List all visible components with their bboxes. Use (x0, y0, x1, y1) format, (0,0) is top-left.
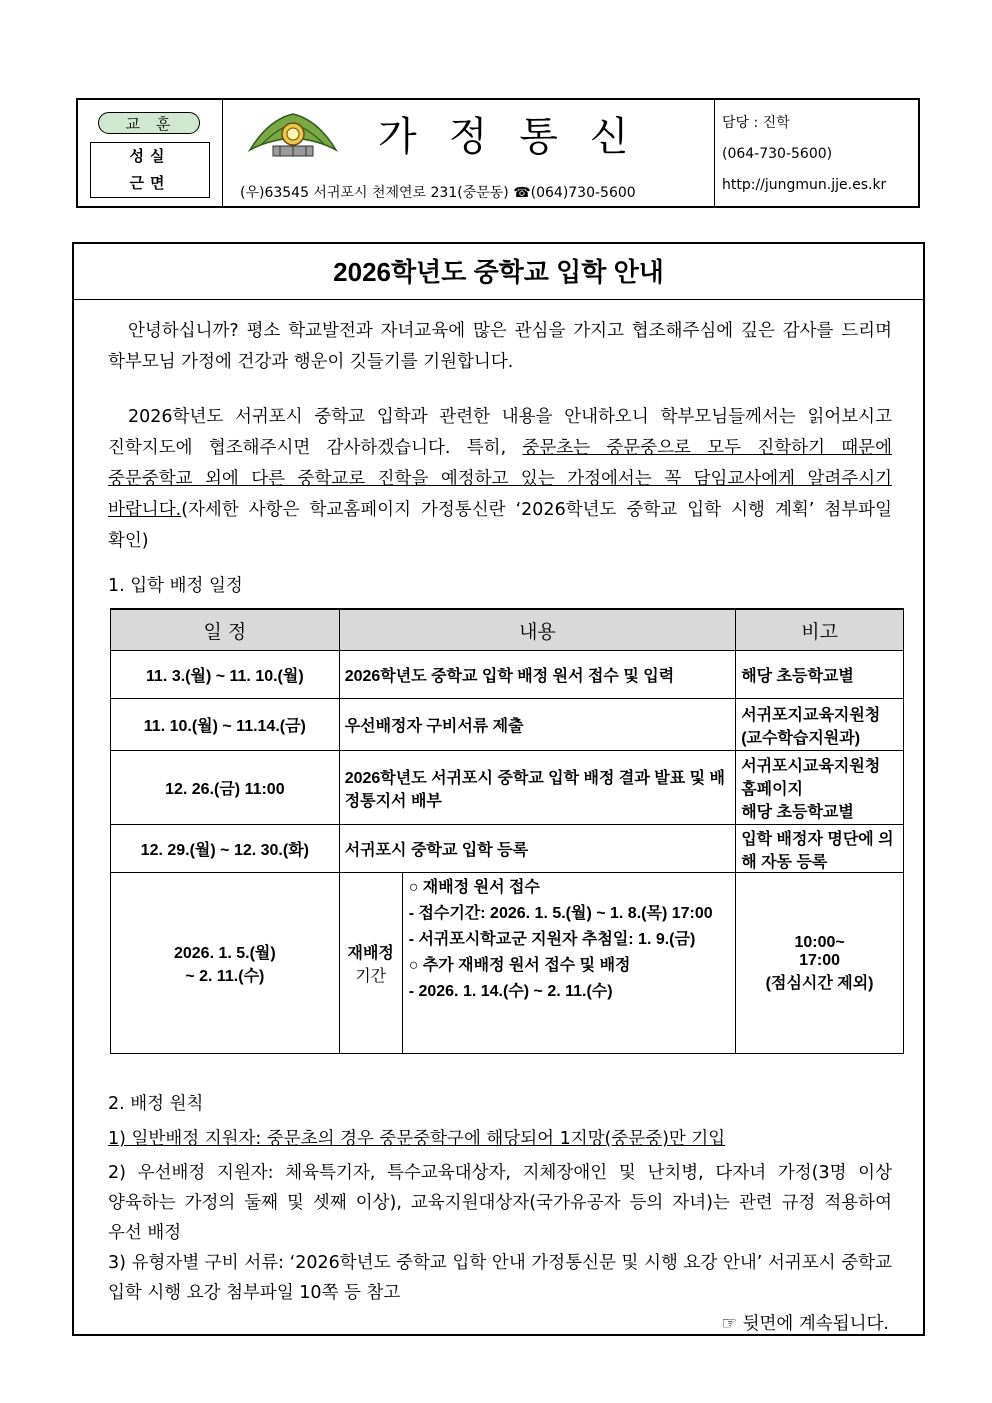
continued-note: ☞ 뒷면에 계속됩니다. (721, 1314, 889, 1334)
row-content: 2026학년도 서귀포시 중학교 입학 배정 결과 발표 및 배정통지서 배부 (339, 751, 736, 825)
divider (714, 100, 715, 206)
row-content: 우선배정자 구비서류 제출 (339, 699, 736, 751)
row-date: 11. 3.(월) ~ 11. 10.(월) (111, 651, 340, 699)
row-note-line: 서귀포시교육지원청 (741, 758, 881, 775)
detail-item: - 2026. 1. 14.(수) ~ 2. 11.(수) (408, 983, 613, 1000)
principle-1 (108, 1124, 892, 1154)
guidance-paragraph (108, 402, 892, 557)
table-row (111, 699, 904, 751)
school-emblem-icon (248, 110, 338, 160)
row-note (736, 751, 904, 825)
row-note-line: 해당 초등학교별 (741, 804, 854, 821)
motto-box (90, 142, 210, 198)
row-content (339, 873, 736, 1054)
detail-item: - 서귀포시학교군 지원자 추첨일: 1. 9.(금) (408, 931, 696, 948)
row-date: 12. 26.(금) 11:00 (111, 751, 340, 825)
row-date: 12. 29.(월) ~ 12. 30.(화) (111, 825, 340, 873)
column-header-note: 비고 (736, 609, 904, 651)
contact-person: 담당 : 진학 (722, 115, 790, 131)
detail-item: ○ 재배정 원서 접수 (408, 879, 540, 896)
contact-info (722, 108, 886, 201)
principle-2: 2) 우선배정 지원자: 체육특기자, 특수교육대상자, 지체장애인 및 난치병, 다자녀 가정(3명 이상 양육하는 가정의 둘째 및 셋째 이상), 교육지원대상자(국가유공자 등의 자녀)는 관련 규정 적용하여 우선 배정 (108, 1163, 892, 1243)
row-note-line: (점심시간 제외) (765, 974, 874, 992)
contact-phone: (064-730-5600) (722, 146, 833, 162)
guidance-emphasis: 중문초는 중문중으로 모두 진학하기 때문에 중문중학교 외에 다른 중학교로 진학을 예정하고 있는 가정에서는 꼭 담임교사에게 알려주시기 바랍니다. (108, 438, 892, 520)
row-date-line: ~ 2. 11.(수) (185, 968, 265, 985)
greeting-paragraph (108, 316, 892, 378)
motto-line-2: 근면 (129, 174, 171, 192)
row-note: 서귀포지교육지원청 (교수학습지원과) (736, 699, 904, 751)
row-note-line: 홈페이지 (741, 781, 804, 798)
row-date-line: 2026. 1. 5.(월) (173, 945, 276, 962)
row-note-line: 10:00~ (794, 933, 845, 951)
motto-label: 교훈 (98, 112, 200, 134)
detail-item: ○ 추가 재배정 원서 접수 및 배정 (408, 957, 631, 974)
notice-body (72, 242, 925, 1336)
column-header-content: 내용 (339, 609, 736, 651)
row-note-line: 17:00 (799, 951, 841, 969)
row-note (736, 873, 904, 1054)
principle-1-text: 1) 일반배정 지원자: 중문초의 경우 중문중학구에 해당되어 1지망(중문중)만 기입 (108, 1129, 726, 1149)
contact-url: http://jungmun.jje.es.kr (722, 177, 887, 193)
schedule-table (110, 608, 904, 1054)
row-note: 해당 초등학교별 (736, 651, 904, 699)
table-header-row (111, 609, 904, 651)
reassignment-label-line: 재배정 (347, 945, 394, 962)
table-row (111, 651, 904, 699)
reassignment-label (340, 873, 403, 1053)
table-row (111, 751, 904, 825)
row-content: 서귀포시 중학교 입학 등록 (339, 825, 736, 873)
guidance-reference: (자세한 사항은 학교홈페이지 가정통신란 ‘2026학년도 중학교 입학 시행 계획’ 첨부파일 확인) (108, 500, 892, 551)
greeting-text: 안녕하십니까? 평소 학교발전과 자녀교육에 많은 관심을 가지고 협조해주심에 깊은 감사를 드리며 학부모님 가정에 건강과 행운이 깃들기를 기원합니다. (108, 321, 892, 372)
divider (222, 100, 223, 206)
newsletter-title: 가정통신 (378, 114, 661, 160)
motto-line-1: 성실 (129, 147, 171, 165)
reassignment-details (403, 873, 736, 1053)
guidance-text: 2026학년도 서귀포시 중학교 입학과 관련한 내용을 안내하오니 학부모님들께서는 읽어보시고 진학지도에 협조해주시면 감사하겠습니다. 특히, (108, 407, 892, 458)
column-header-date: 일 정 (111, 609, 340, 651)
letterhead (76, 98, 920, 208)
principle-3: 3) 유형자별 구비 서류: ‘2026학년도 중학교 입학 안내 가정통신문 및 시행 요강 안내’ 서귀포시 중학교 입학 시행 요강 첨부파일 10쪽 등 참고 (108, 1253, 892, 1303)
row-date: 11. 10.(월) ~ 11.14.(금) (111, 699, 340, 751)
row-note: 입학 배정자 명단에 의해 자동 등록 (736, 825, 904, 873)
table-row (111, 825, 904, 873)
section-1-heading: 1. 입학 배정 일정 (108, 576, 243, 596)
row-date (111, 873, 340, 1054)
reassignment-label-line: 기간 (355, 968, 387, 985)
row-content: 2026학년도 중학교 입학 배정 원서 접수 및 입력 (339, 651, 736, 699)
section-2-heading: 2. 배정 원칙 (108, 1094, 204, 1114)
notice-title: 2026학년도 중학교 입학 안내 (74, 244, 923, 300)
school-address: (우)63545 서귀포시 천제연로 231(중문동) ☎(064)730-5600 (240, 185, 636, 201)
detail-item: - 접수기간: 2026. 1. 5.(월) ~ 1. 8.(목) 17:00 (408, 905, 713, 922)
table-row-reassignment (111, 873, 904, 1054)
